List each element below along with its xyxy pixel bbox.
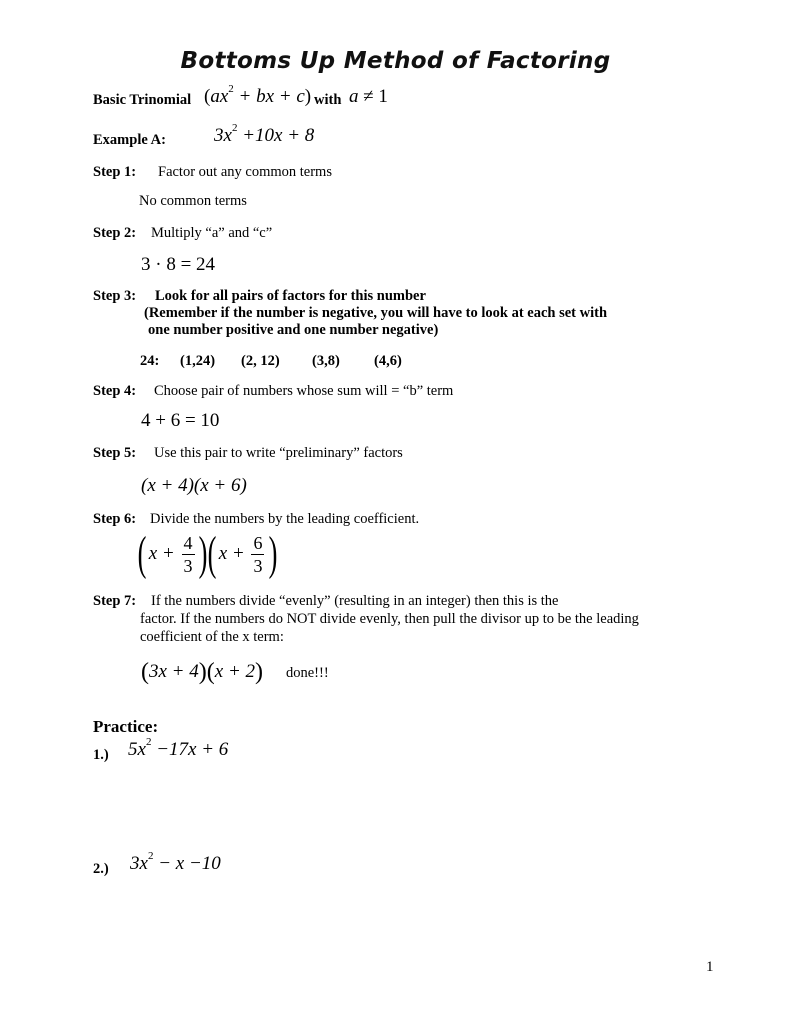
done-text: done!!!: [286, 665, 329, 681]
step-5-text: Use this pair to write “preliminary” factors: [154, 445, 403, 461]
paren-open: (: [204, 86, 211, 107]
practice-1-label: 1.): [93, 747, 109, 763]
exponent: 2: [145, 736, 152, 748]
step-5-label: Step 5:: [93, 445, 137, 461]
term-rest: − x −10: [153, 853, 221, 874]
practice-2-label: 2.): [93, 861, 109, 877]
right-paren: ): [198, 659, 207, 685]
step-6-fraction-factors: [137, 527, 278, 580]
denominator: 3: [183, 555, 193, 576]
step-7-text: If the numbers divide “evenly” (resulting in an integer) then this is the: [151, 593, 559, 609]
factor-1: 3x + 4: [149, 661, 199, 682]
step-4-math: 4 + 6 = 10: [141, 410, 220, 431]
with-label: with: [314, 92, 342, 108]
step-6-text: Divide the numbers by the leading coefficient.: [150, 511, 420, 527]
factor-pair: (2, 12): [241, 353, 280, 369]
factor-pair: (3,8): [312, 353, 340, 369]
term-5x: 5x: [128, 739, 146, 760]
denominator: 3: [253, 555, 263, 576]
factor-2: x + 2: [214, 661, 256, 682]
step-2-math: 3 · 8 = 24: [141, 254, 216, 275]
term-rest: +10x + 8: [237, 125, 315, 146]
left-paren: (: [206, 659, 215, 685]
x-plus: x +: [218, 543, 245, 564]
step-3-pairs-label: 24:: [140, 353, 160, 369]
step-5-math: (x + 4)(x + 6): [141, 475, 247, 496]
exponent: 2: [147, 850, 154, 862]
right-paren: ): [198, 527, 208, 580]
step-1-detail: No common terms: [139, 193, 247, 209]
left-paren: (: [207, 527, 217, 580]
paren-close: ): [304, 86, 312, 107]
step-7-line-3: coefficient of the x term:: [140, 629, 284, 645]
factor-pair: (4,6): [374, 353, 402, 369]
step-2-label: Step 2:: [93, 225, 137, 241]
term-3x: 3x: [130, 853, 148, 874]
cond-var: a: [349, 86, 359, 107]
right-paren: ): [268, 527, 278, 580]
step-7-label: Step 7:: [93, 593, 137, 609]
step-2-text: Multiply “a” and “c”: [151, 225, 273, 241]
page-title: Bottoms Up Method of Factoring: [180, 48, 611, 74]
term-bx-c: + bx + c: [233, 86, 305, 107]
factor-pair: (1,24): [180, 353, 216, 369]
practice-1-expression: [128, 736, 229, 761]
step-4-label: Step 4:: [93, 383, 137, 399]
fraction-4-over-3: [182, 534, 195, 575]
condition-expression: [349, 86, 388, 108]
fraction-6-over-3: [251, 534, 264, 575]
term-ax: ax: [210, 86, 229, 107]
step-4-text: Choose pair of numbers whose sum will = “b” term: [154, 383, 454, 399]
step-7-result: [141, 659, 263, 686]
basic-trinomial-expression: [204, 83, 312, 108]
step-6-label: Step 6:: [93, 511, 137, 527]
numerator: 6: [253, 532, 263, 553]
exponent: 2: [228, 83, 234, 95]
page-number: 1: [706, 959, 714, 975]
step-3-text: Look for all pairs of factors for this number: [155, 288, 426, 304]
practice-2-expression: [130, 850, 221, 875]
right-paren: ): [255, 659, 264, 685]
step-7-line-2: factor. If the numbers do NOT divide evenly, then pull the divisor up to be the leading: [140, 611, 639, 627]
practice-heading: Practice:: [93, 717, 159, 736]
example-a-expression: [214, 122, 315, 147]
example-a-label: Example A:: [93, 132, 166, 148]
term-rest: −17x + 6: [151, 739, 229, 760]
step-3-note-line-1: (Remember if the number is negative, you will have to look at each set with: [144, 305, 608, 321]
step-1-label: Step 1:: [93, 164, 137, 180]
exponent: 2: [231, 122, 238, 134]
x-plus: x +: [148, 543, 175, 564]
left-paren: (: [137, 527, 147, 580]
basic-trinomial-label: Basic Trinomial: [93, 92, 192, 108]
cond-rest: ≠ 1: [358, 86, 388, 107]
step-1-text: Factor out any common terms: [158, 164, 332, 180]
step-3-note-line-2: one number positive and one number negative): [148, 322, 439, 338]
numerator: 4: [183, 532, 193, 553]
term-3x: 3x: [214, 125, 232, 146]
step-3-label: Step 3:: [93, 288, 137, 304]
left-paren: (: [141, 659, 149, 685]
